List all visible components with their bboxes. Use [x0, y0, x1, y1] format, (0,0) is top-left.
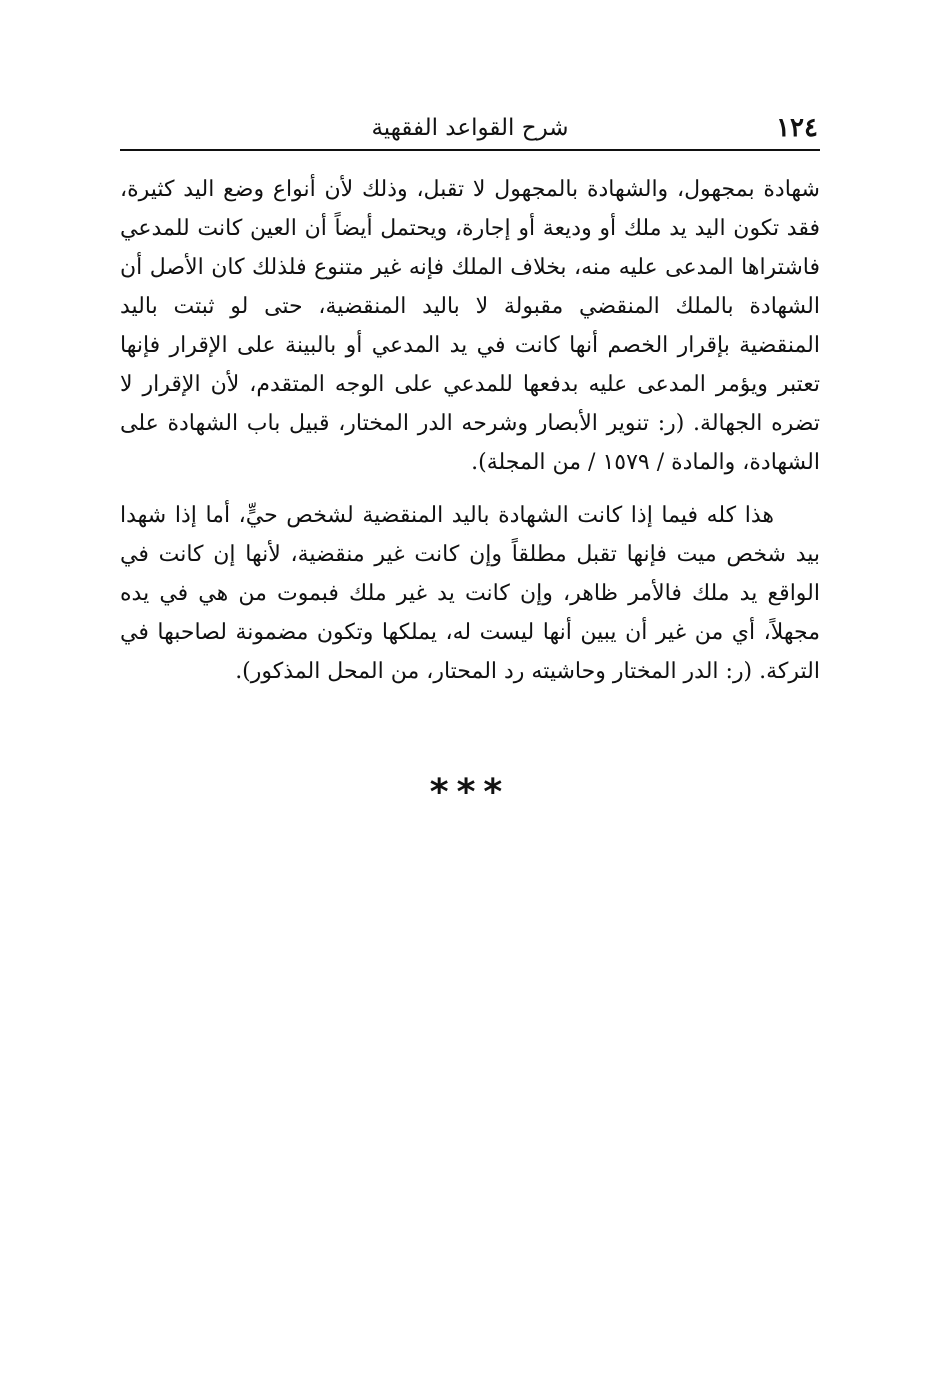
- page-number: ١٢٤: [776, 113, 818, 143]
- running-title: شرح القواعد الفقهية: [371, 115, 569, 141]
- paragraph: هذا كله فيما إذا كانت الشهادة باليد المنقضية لشخص حيٍّ، أما إذا شهدا بيد شخص ميت فإنها تقبل مطلقاً وإن كانت غير منقضية، لأنها إن كانت في الواقع يد ملك فالأمر ظاهر، وإن كانت يد غير ملك فبموت من هي في يده مجهلاً، أي من غير أن يبين أنها ليست له، يملكها وتكون مضمونة لصاحبها في التركة. (ر: الدر المختار وحاشيته رد المحتار، من المحل المذكور).: [120, 503, 821, 684]
- page-header: [122, 108, 818, 148]
- paragraph-continuation: شهادة بمجهول، والشهادة بالمجهول لا تقبل، وذلك لأن أنواع وضع اليد كثيرة، فقد تكون اليد يد ملك أو وديعة أو إجارة، ويحتمل أيضاً أن العين كانت للمدعي فاشتراها المدعى عليه منه، بخلاف الملك فإنه غير متنوع فلذلك كان الأصل أن الشهادة بالملك المنقضي مقبولة لا باليد المنقضية، حتى لو ثبتت باليد المنقضية بإقرار الخصم أنها كانت في يد المدعي أو بالبينة على الإقرار فإنها تعتبر ويؤمر المدعى عليه بدفعها للمدعي على الوجه المتقدم، لأن الإقرار لا تضره الجهالة. (ر: تنوير الأبصار وشرحه الدر المختار، قبيل باب الشهادة على الشهادة، والمادة / ١٥٧٩ / من المجلة).: [120, 177, 820, 475]
- section-separator: ***: [429, 772, 511, 813]
- header-rule: [120, 149, 820, 151]
- body-text: [120, 170, 820, 691]
